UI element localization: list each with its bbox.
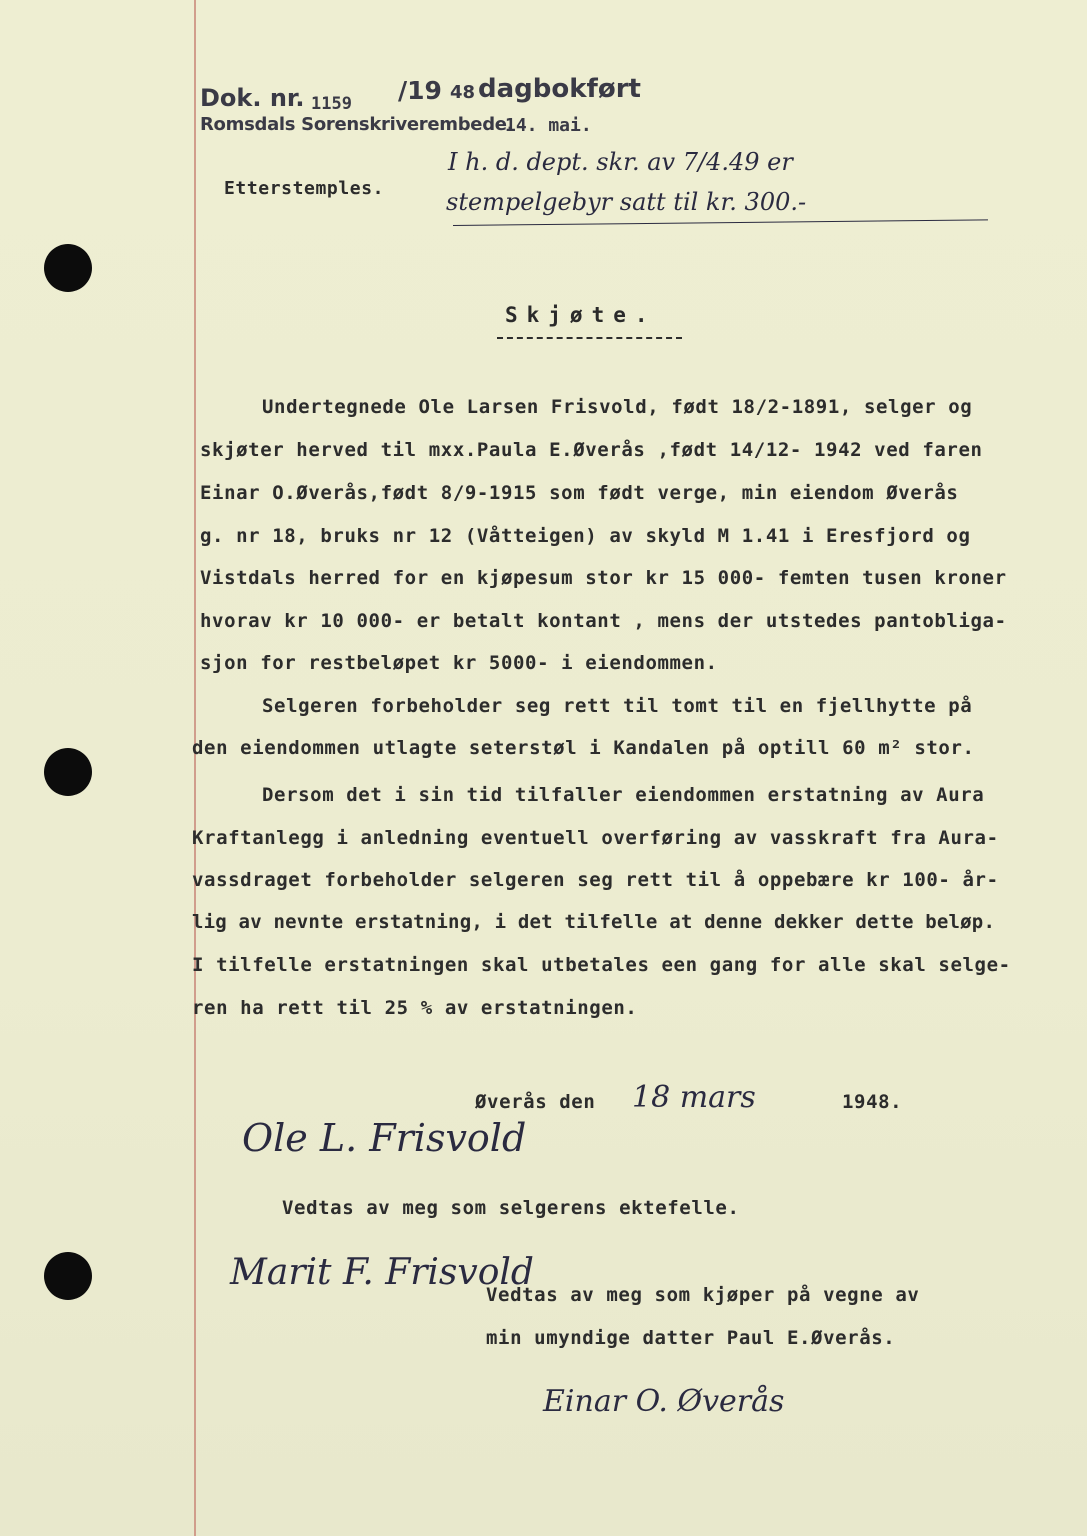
punch-hole-bottom — [44, 1252, 92, 1300]
body-line: Selgeren forbeholder seg rett til tomt til en fjellhytte på — [262, 695, 973, 717]
spouse-signature: Marit F. Frisvold — [230, 1252, 534, 1293]
body-line: Einar O.Øverås,født 8/9-1915 som født verge, min eiendom Øverås — [200, 482, 959, 504]
body-line: sjon for restbeløpet kr 5000- i eiendommen. — [200, 652, 718, 674]
seller-signature: Ole L. Frisvold — [242, 1116, 527, 1160]
date-year: 1948. — [842, 1091, 903, 1113]
handwritten-note-line1: I h. d. dept. skr. av 7/4.49 er — [448, 148, 793, 176]
dok-number: 1159 — [311, 94, 352, 114]
body-line: lig av nevnte erstatning, i det tilfelle at denne dekker dette beløp. — [192, 911, 996, 933]
body-line: g. nr 18, bruks nr 12 (Våtteigen) av skyld M 1.41 i Eresfjord og — [200, 525, 971, 547]
slash-year: /19 — [398, 76, 442, 105]
body-line: I tilfelle erstatningen skal utbetales een gang for alle skal selge- — [192, 954, 1011, 976]
body-line: Dersom det i sin tid tilfaller eiendommen erstatning av Aura — [262, 784, 985, 806]
body-line: Undertegnede Ole Larsen Frisvold, født 18/2-1891, selger og — [262, 396, 973, 418]
etterstemples-label: Etterstemples. — [224, 178, 385, 199]
handwritten-date: 18 mars — [632, 1080, 756, 1115]
body-line: skjøter herved til mxx.Paula E.Øverås ,født 14/12- 1942 ved faren — [200, 439, 983, 461]
document-title: Skjøte. — [505, 303, 657, 327]
body-line: Kraftanlegg i anledning eventuell overføring av vasskraft fra Aura- — [192, 827, 999, 849]
body-line: den eiendommen utlagte seterstøl i Kandalen på optill 60 m² stor. — [192, 737, 975, 759]
buyer-statement-line2: min umyndige datter Paul E.Øverås. — [486, 1327, 896, 1349]
year-suffix: 48 — [450, 82, 476, 103]
dagbokfort-label: dagbokført — [478, 74, 641, 104]
title-underline — [497, 337, 682, 339]
margin-line — [194, 0, 196, 1536]
place-label: Øverås den — [475, 1091, 596, 1113]
dok-nr-label: Dok. nr. — [200, 84, 305, 112]
stamp-date: 14. mai. — [505, 115, 592, 136]
spouse-statement: Vedtas av meg som selgerens ektefelle. — [282, 1197, 740, 1219]
body-line: ren ha rett til 25 % av erstatningen. — [192, 997, 638, 1019]
body-line: Vistdals herred for en kjøpesum stor kr 15 000- femten tusen kroner — [200, 567, 1007, 589]
handwritten-note-line2: stempelgebyr satt til kr. 300.- — [446, 188, 807, 216]
buyer-statement-line1: Vedtas av meg som kjøper på vegne av — [486, 1284, 920, 1306]
body-line: vassdraget forbeholder selgeren seg rett til å oppebære kr 100- år- — [192, 869, 999, 891]
body-line: hvorav kr 10 000- er betalt kontant , mens der utstedes pantobliga- — [200, 610, 1007, 632]
punch-hole-middle — [44, 748, 92, 796]
punch-hole-top — [44, 244, 92, 292]
office-name: Romsdals Sorenskriverembede. — [200, 114, 514, 135]
buyer-signature: Einar O. Øverås — [543, 1384, 785, 1419]
